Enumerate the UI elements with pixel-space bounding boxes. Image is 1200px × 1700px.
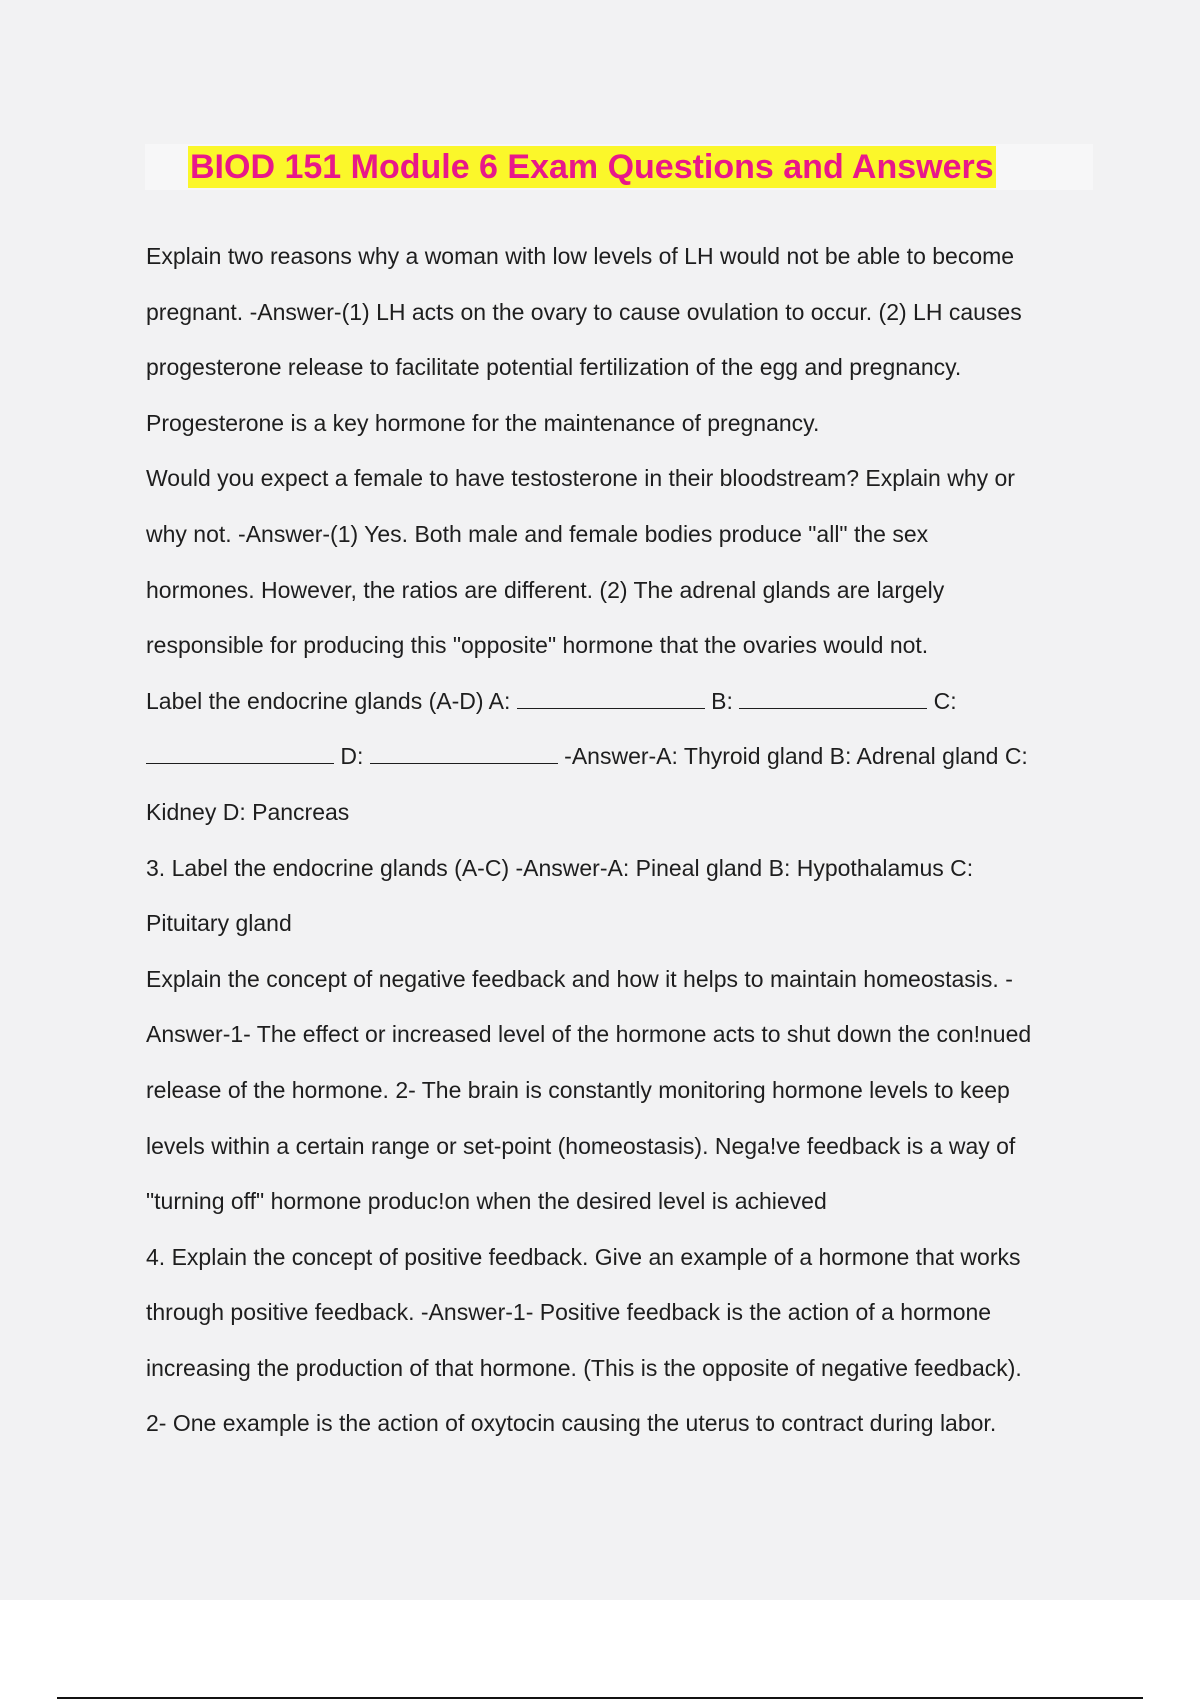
label-question-text: Label the endocrine glands (A-D) A: (146, 687, 517, 714)
label-question-line (146, 674, 1096, 730)
label-answer-line (146, 729, 1096, 785)
text-line: responsible for producing this "opposite" hormone that the ovaries would not. (146, 632, 929, 659)
text-line: Would you expect a female to have testosterone in their bloodstream? Explain why or (146, 465, 1015, 492)
label-c-text: C: (927, 687, 957, 714)
text-line: 2- One example is the action of oxytocin causing the uterus to contract during labor. (146, 1410, 997, 1437)
text-line: through positive feedback. -Answer-1- Positive feedback is the action of a hormone (146, 1299, 992, 1326)
blank-b (739, 686, 927, 709)
text-line: Progesterone is a key hormone for the maintenance of pregnancy. (146, 409, 820, 436)
label-answer-text: -Answer-A: Thyroid gland B: Adrenal gland C: (557, 743, 1028, 770)
text-line: Explain two reasons why a woman with low levels of LH would not be able to become (146, 243, 1015, 269)
label-b-text: B: (704, 687, 740, 714)
text-line: increasing the production of that hormone. (This is the opposite of negative feedback). (146, 1354, 1022, 1381)
text-line: why not. -Answer-(1) Yes. Both male and female bodies produce "all" the sex (146, 520, 929, 547)
blank-c (146, 741, 334, 764)
blank-a (517, 686, 705, 709)
text-line: Kidney D: Pancreas (146, 798, 350, 825)
text-line: 3. Label the endocrine glands (A-C) -Answer-A: Pineal gland B: Hypothalamus C: (146, 854, 974, 881)
document-body (146, 229, 1096, 1452)
document-title: BIOD 151 Module 6 Exam Questions and Answers (190, 148, 994, 186)
text-line: "turning off" hormone produc!on when the desired level is achieved (146, 1188, 827, 1215)
text-line: hormones. However, the ratios are different. (2) The adrenal glands are largely (146, 576, 945, 603)
text-line: Pituitary gland (146, 910, 292, 937)
blank-d (370, 741, 558, 764)
text-line: Explain the concept of negative feedback and how it helps to maintain homeostasis. - (146, 965, 1013, 992)
text-line: progesterone release to facilitate potential fertilization of the egg and pregnancy. (146, 354, 962, 381)
text-line: pregnant. -Answer-(1) LH acts on the ovary to cause ovulation to occur. (2) LH causes (146, 298, 1022, 325)
text-line: release of the hormone. 2- The brain is constantly monitoring hormone levels to keep (146, 1076, 1010, 1103)
text-line: levels within a certain range or set-point (homeostasis). Nega!ve feedback is a way of (146, 1132, 1016, 1159)
footer-divider (57, 1697, 1143, 1699)
text-line: 4. Explain the concept of positive feedback. Give an example of a hormone that works (146, 1243, 1021, 1270)
label-d-text: D: (334, 743, 370, 770)
text-line: Answer-1- The effect or increased level of the hormone acts to shut down the con!nued (146, 1021, 1032, 1048)
